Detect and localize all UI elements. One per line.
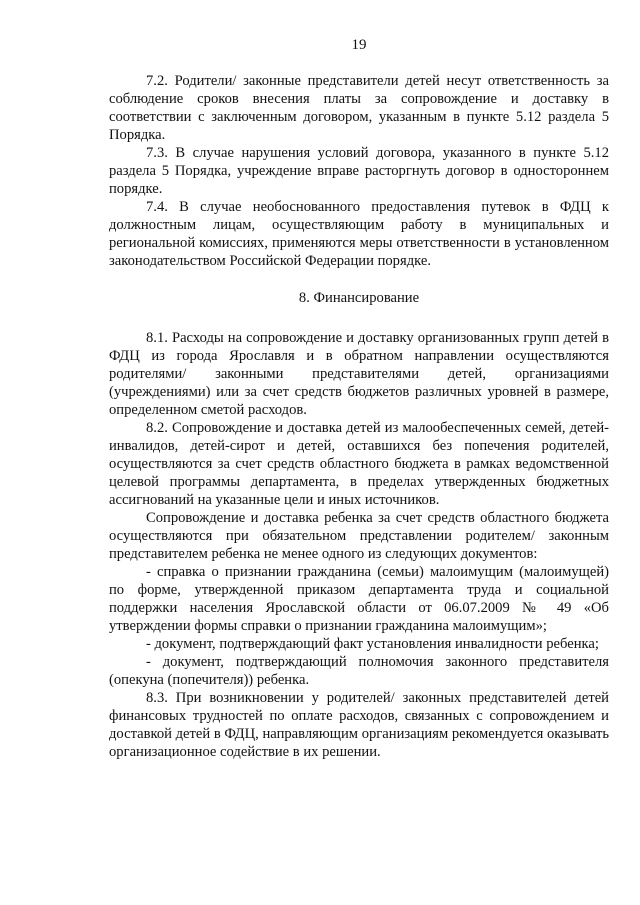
- list-item-guardian-document: - документ, подтверждающий полномочия законного представителя (опекуна (попечителя)) ребенка.: [109, 654, 609, 688]
- list-item-income-certificate: - справка о признании гражданина (семьи) малоимущим (малоимущей) по форме, утвержденной приказом департамента труда и социальной поддержки населения Ярославской области от 06.07.2009 № 49 «Об утверждении формы справки о признании гражданина малоимущим»;: [109, 564, 609, 634]
- page-number: 19: [351, 37, 367, 53]
- paragraph-8-1: 8.1. Расходы на сопровождение и доставку организованных групп детей в ФДЦ из города Ярославля и в обратном направлении осуществляются родителями/ законными представителями детей, организациями (учреждениями) или за счет средств бюджетов различных уровней в размере, определенном сметой расходов.: [109, 330, 609, 418]
- document-page: [109, 36, 609, 761]
- paragraph-8-2: 8.2. Сопровождение и доставка детей из малообеспеченных семей, детей-инвалидов, детей-сирот и детей, оставшихся без попечения родителей, осуществляются за счет средств областного бюджета в рамках ведомственной целевой программы департамента, в пределах утвержденных бюджетных ассигнований на указанные цели и иных источников.: [109, 420, 609, 508]
- paragraph-7-3: 7.3. В случае нарушения условий договора, указанного в пункте 5.12 раздела 5 Порядка, учреждение вправе расторгнуть договор в одностороннем порядке.: [109, 145, 609, 197]
- paragraph-documents-intro: Сопровождение и доставка ребенка за счет средств областного бюджета осуществляются при обязательном представлении родителем/ законным представителем ребенка не менее одного из следующих документов:: [109, 510, 609, 562]
- list-item-disability-document: - документ, подтверждающий факт установления инвалидности ребенка;: [146, 636, 599, 652]
- paragraph-8-3: 8.3. При возникновении у родителей/ законных представителей детей финансовых трудностей по оплате расходов, связанных с сопровождением и доставкой детей в ФДЦ, направляющим организациям рекомендуется оказывать организационное содействие в их решении.: [109, 690, 609, 760]
- section-title: 8. Финансирование: [298, 290, 420, 306]
- paragraph-7-4: 7.4. В случае необоснованного предоставления путевок в ФДЦ к должностным лицам, осуществляющим работу в муниципальных и региональной комиссиях, применяются меры ответственности в установленном законодательством Российской Федерации порядке.: [109, 199, 609, 269]
- paragraph-7-2: 7.2. Родители/ законные представители детей несут ответственность за соблюдение сроков внесения платы за сопровождение и доставку в соответствии с заключенным договором, указанным в пункте 5.12 раздела 5 Порядка.: [109, 73, 609, 143]
